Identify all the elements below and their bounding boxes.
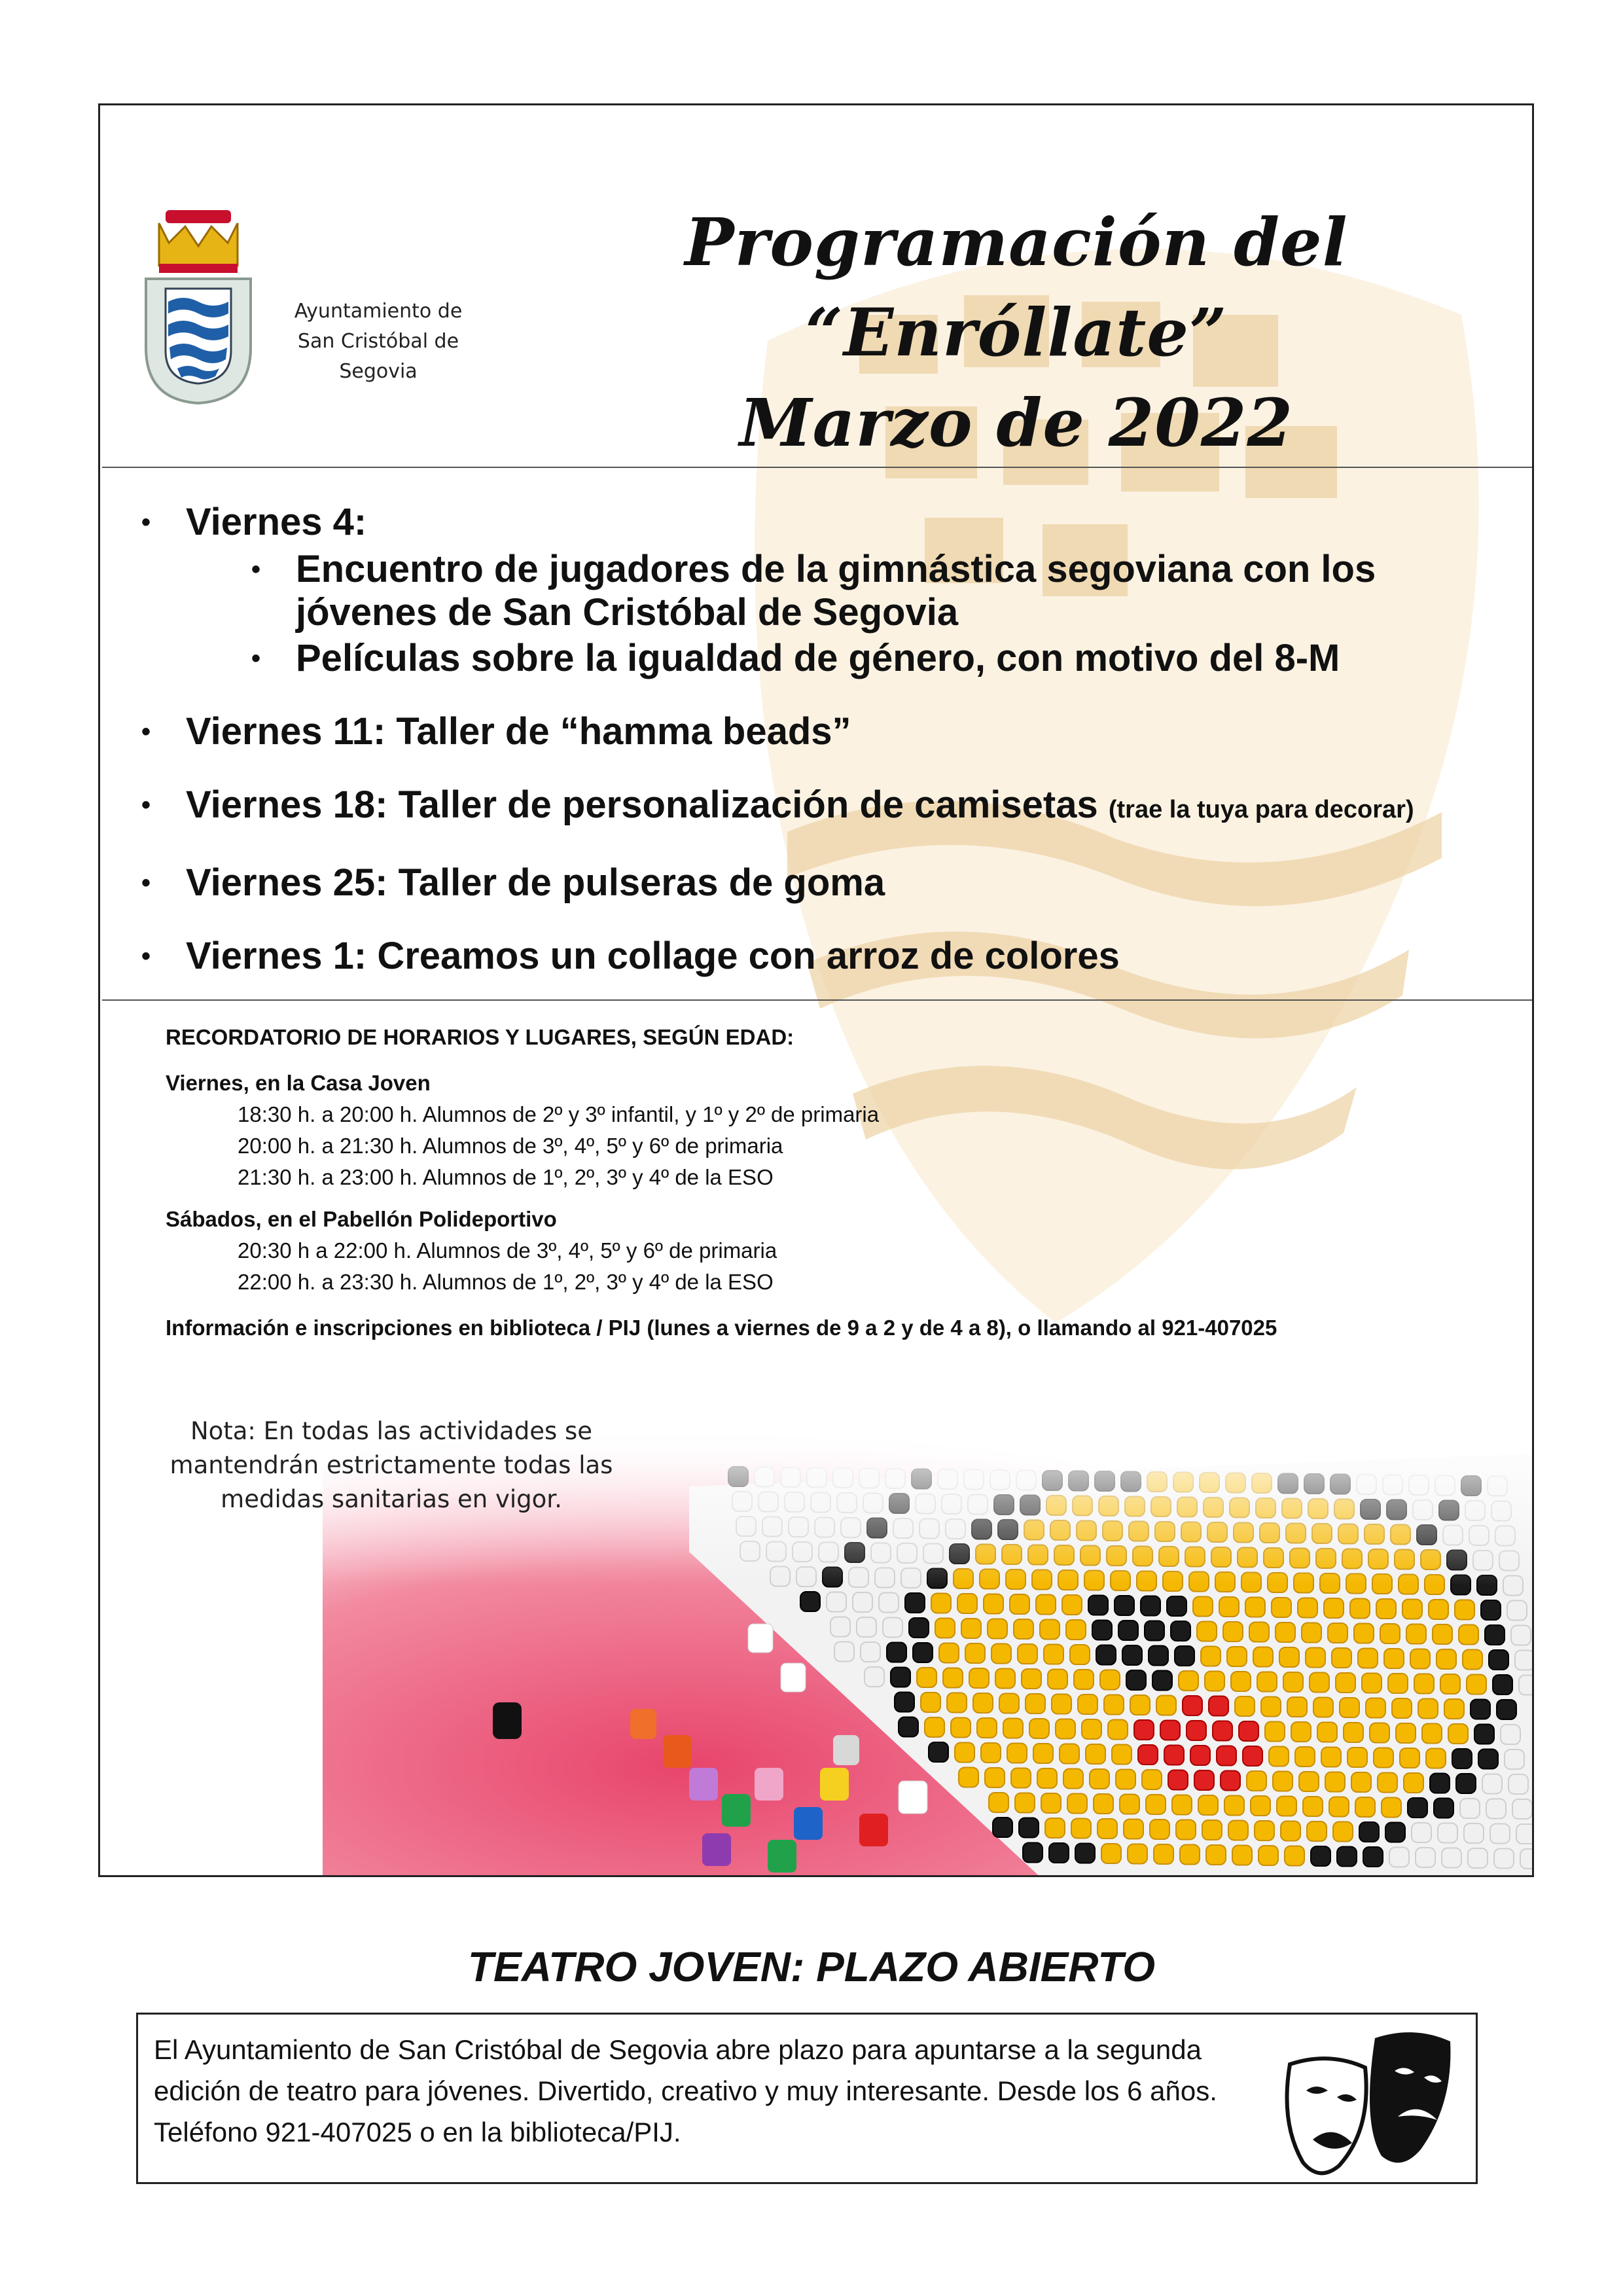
schedule-subitem-text: Encuentro de jugadores de la gimnástica segoviana con los jóvenes de San Cristóbal de Segovia [296, 548, 1376, 634]
schedule-item-note: (trae la tuya para decorar) [1108, 796, 1414, 823]
schedule-subitem [251, 548, 1474, 634]
schedule-sublist [251, 548, 1474, 680]
municipality-label [260, 296, 496, 387]
schedule-item-text: Viernes 18: Taller de personalización de camisetas [186, 783, 1098, 826]
contact-info: Información e inscripciones en biblioteca / PIJ (lunes a viernes de 9 a 2 y de 4 a 8), o llamando al 921-407025 [166, 1316, 1277, 1340]
header-section [100, 105, 1532, 467]
teatro-box [136, 2013, 1478, 2184]
schedule-list [141, 501, 1474, 1008]
municipality-line-2: San Cristóbal de Segovia [297, 330, 459, 383]
schedule-reminder [166, 1022, 1474, 1344]
schedule-subitem-text: Películas sobre la igualdad de género, con motivo del 8-M [296, 637, 1340, 679]
sabados-group-title: Sábados, en el Pabellón Polideportivo [166, 1207, 557, 1231]
schedule-item-viernes-25 [141, 861, 1474, 905]
schedule-item-text: Viernes 11: Taller de “hamma beads” [186, 710, 851, 753]
schedule-item-viernes-1 [141, 935, 1474, 978]
title-line-1: Programación del “Enróllate” [685, 204, 1348, 371]
viernes-line-3: 21:30 h. a 23:00 h. Alumnos de 1º, 2º, 3º y 4º de la ESO [238, 1165, 774, 1189]
health-note: Nota: En todas las actividades se mantendrán estrictamente todas las medidas sanitarias en vigor. [169, 1417, 613, 1513]
reminder-heading: RECORDATORIO DE HORARIOS Y LUGARES, SEGÚN EDAD: [166, 1025, 794, 1049]
sabados-line-2: 22:00 h. a 23:30 h. Alumnos de 1º, 2º, 3º y 4º de la ESO [238, 1270, 774, 1294]
schedule-item-viernes-11 [141, 710, 1474, 753]
municipality-line-1: Ayuntamiento de [294, 300, 463, 323]
poster-frame [98, 103, 1534, 1877]
sabados-line-1: 20:30 h a 22:00 h. Alumnos de 3º, 4º, 5º y 6º de primaria [238, 1238, 777, 1263]
coat-of-arms-icon [139, 204, 257, 406]
bullet-icon: • [141, 508, 151, 537]
title-line-2: Marzo de 2022 [739, 384, 1294, 461]
bullet-icon: • [141, 869, 151, 897]
viernes-group-title: Viernes, en la Casa Joven [166, 1071, 431, 1095]
schedule-item-viernes-18 [141, 783, 1474, 831]
viernes-line-1: 18:30 h. a 20:00 h. Alumnos de 2º y 3º infantil, y 1º y 2º de primaria [238, 1102, 880, 1126]
bullet-icon: • [251, 555, 261, 584]
teatro-title: TEATRO JOVEN: PLAZO ABIERTO [467, 1943, 1156, 1990]
bullet-icon: • [141, 942, 151, 971]
schedule-item-label: Viernes 4: [186, 501, 367, 543]
viernes-line-2: 20:00 h. a 21:30 h. Alumnos de 3º, 4º, 5º y 6º de primaria [238, 1134, 783, 1158]
bullet-icon: • [141, 717, 151, 746]
bullet-icon: • [141, 791, 151, 819]
schedule-item-text: Viernes 1: Creamos un collage con arroz de colores [186, 935, 1120, 977]
bullet-icon: • [251, 644, 261, 673]
schedule-item-viernes-4 [141, 501, 1474, 680]
theatre-masks-icon [1277, 2025, 1460, 2179]
schedule-box [102, 467, 1532, 1001]
schedule-item-text: Viernes 25: Taller de pulseras de goma [186, 861, 885, 904]
teatro-description: El Ayuntamiento de San Cristóbal de Segovia abre plazo para apuntarse a la segunda edición de teatro para jóvenes. Divertido, creativo y muy interesante. Desde los 6 años. Teléfono 921-407025 o en la biblioteca/PIJ. [154, 2034, 1217, 2147]
schedule-subitem [251, 637, 1474, 680]
page-title [519, 197, 1514, 468]
